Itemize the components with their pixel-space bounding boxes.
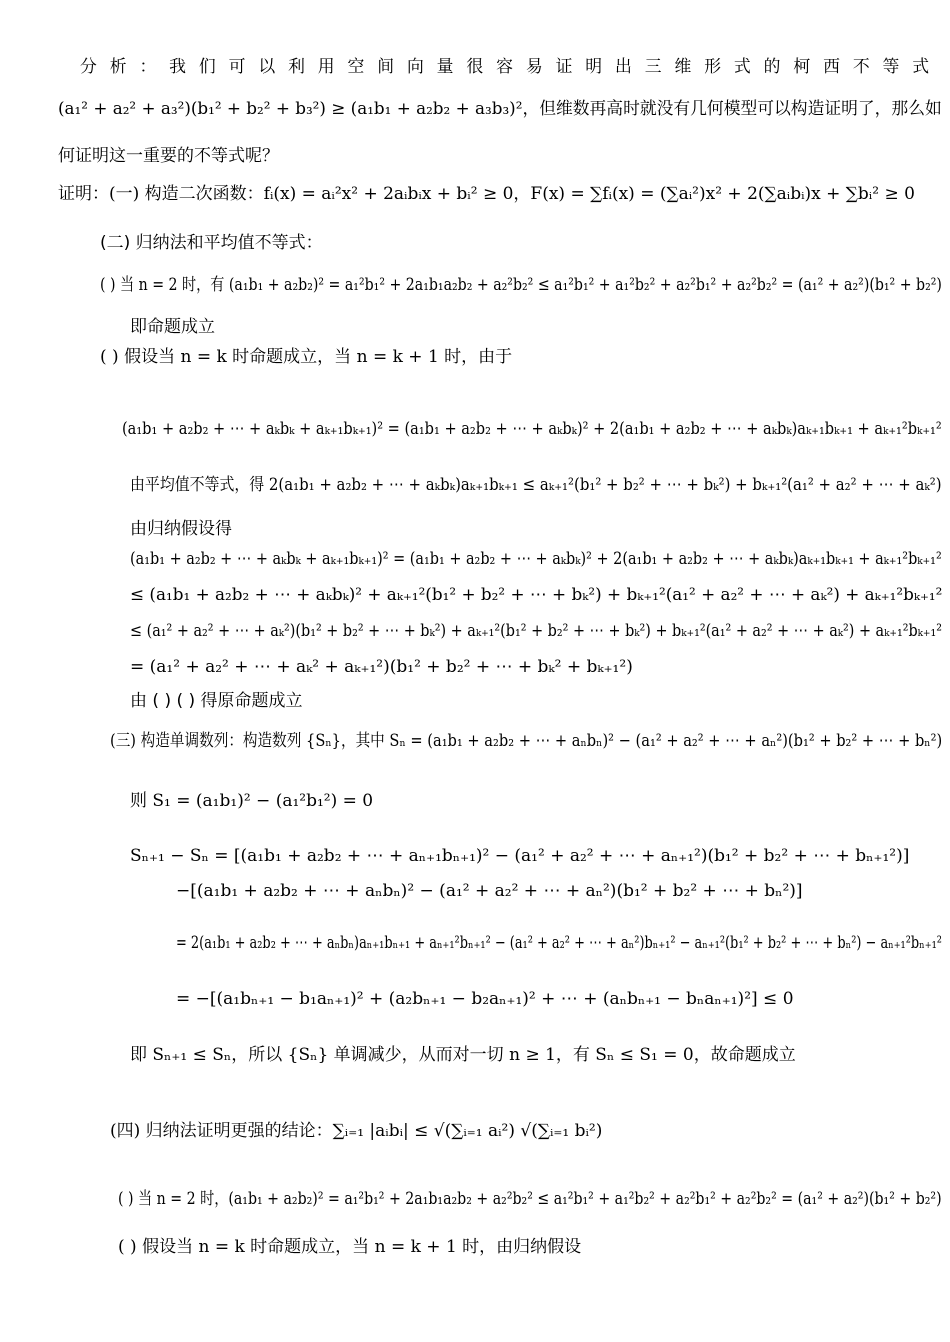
intro-line-3: 何证明这一重要的不等式呢？ xyxy=(58,146,279,166)
intro-line-2: (a₁² + a₂² + a₃²)(b₁² + b₂² + b₃²) ≥ (a₁b₁ + a₂b₂ + a₃b₃)²，但维数再高时就没有几何模型可以构造证明了，那么如 xyxy=(58,99,942,119)
part2-case-1-end: 即命题成立 xyxy=(130,317,215,337)
part2-expansion: (a₁b₁ + a₂b₂ + ⋯ + aₖbₖ + aₖ₊₁bₖ₊₁)² = (a₁b₁ + a₂b₂ + ⋯ + aₖbₖ)² + 2(a₁b₁ + a₂b₂ + ⋯ + aₖbₖ)aₖ₊₁bₖ₊₁ + aₖ₊₁²bₖ₊₁² xyxy=(122,419,942,439)
part3-diff-line-4: = −[(a₁bₙ₊₁ − b₁aₙ₊₁)² + (a₂bₙ₊₁ − b₂aₙ₊₁)² + ⋯ + (aₙbₙ₊₁ − bₙaₙ₊₁)²] ≤ 0 xyxy=(176,989,794,1009)
part3-diff-line-1: Sₙ₊₁ − Sₙ = [(a₁b₁ + a₂b₂ + ⋯ + aₙ₊₁bₙ₊₁)² − (a₁² + a₂² + ⋯ + aₙ₊₁²)(b₁² + b₂² + ⋯ + bₙ₊₁²)] xyxy=(130,846,910,866)
part2-chain-line-4: = (a₁² + a₂² + ⋯ + aₖ² + aₖ₊₁²)(b₁² + b₂² + ⋯ + bₖ² + bₖ₊₁²) xyxy=(130,657,633,677)
part2-chain-line-2: ≤ (a₁b₁ + a₂b₂ + ⋯ + aₖbₖ)² + aₖ₊₁²(b₁² + b₂² + ⋯ + bₖ²) + bₖ₊₁²(a₁² + a₂² + ⋯ + aₖ²) + aₖ₊₁²bₖ₊₁² xyxy=(130,585,943,605)
part3-diff-line-2: −[(a₁b₁ + a₂b₂ + ⋯ + aₙbₙ)² − (a₁² + a₂² + ⋯ + aₙ²)(b₁² + b₂² + ⋯ + bₙ²)] xyxy=(176,881,803,901)
part3-diff-line-3: = 2(a₁b₁ + a₂b₂ + ⋯ + aₙbₙ)aₙ₊₁bₙ₊₁ + aₙ₊₁²bₙ₊₁² − (a₁² + a₂² + ⋯ + aₙ²)bₙ₊₁² − aₙ₊₁²(b₁² + b₂² + ⋯ + bₙ²) − aₙ₊₁²bₙ₊₁² xyxy=(176,933,942,953)
part4-case-2: ( ) 假设当 n = k 时命题成立，当 n = k + 1 时，由归纳假设 xyxy=(118,1237,582,1257)
part4-heading: (四) 归纳法证明更强的结论：∑ᵢ₌₁ |aᵢbᵢ| ≤ √(∑ᵢ₌₁ aᵢ²) √(∑ᵢ₌₁ bᵢ²) xyxy=(110,1121,603,1141)
part2-chain-line-1: (a₁b₁ + a₂b₂ + ⋯ + aₖbₖ + aₖ₊₁bₖ₊₁)² = (a₁b₁ + a₂b₂ + ⋯ + aₖbₖ)² + 2(a₁b₁ + a₂b₂ + ⋯ + aₖbₖ)aₖ₊₁bₖ₊₁ + aₖ₊₁²bₖ₊₁² xyxy=(130,549,942,569)
part2-hypothesis: 由归纳假设得 xyxy=(130,519,232,539)
part2-case-1: ( ) 当 n = 2 时，有 (a₁b₁ + a₂b₂)² = a₁²b₁² + 2a₁b₁a₂b₂ + a₂²b₂² ≤ a₁²b₁² + a₁²b₂² + a₂²b₁² + a₂²b₂² = (a₁² + a₂²)(b₁² + b₂²) xyxy=(100,275,942,295)
part3-conclusion: 即 Sₙ₊₁ ≤ Sₙ，所以 {Sₙ} 单调减少，从而对一切 n ≥ 1，有 Sₙ ≤ S₁ = 0，故命题成立 xyxy=(130,1045,796,1065)
part1-heading: 证明：(一) 构造二次函数：fᵢ(x) = aᵢ²x² + 2aᵢbᵢx + bᵢ² ≥ 0，F(x) = ∑fᵢ(x) = (∑aᵢ²)x² + 2(∑aᵢbᵢ)x + ∑bᵢ² ≥ 0 xyxy=(58,184,915,204)
part2-conclusion: 由 ( ) ( ) 得原命题成立 xyxy=(130,691,303,711)
part4-case-1: ( ) 当 n = 2 时，(a₁b₁ + a₂b₂)² = a₁²b₁² + 2a₁b₁a₂b₂ + a₂²b₂² ≤ a₁²b₁² + a₁²b₂² + a₂²b₁² + a₂²b₂² = (a₁² + a₂²)(b₁² + b₂²) xyxy=(118,1189,942,1209)
part2-chain-line-3: ≤ (a₁² + a₂² + ⋯ + aₖ²)(b₁² + b₂² + ⋯ + bₖ²) + aₖ₊₁²(b₁² + b₂² + ⋯ + bₖ²) + bₖ₊₁²(a₁² + a₂² + ⋯ + aₖ²) + aₖ₊₁²bₖ₊₁² xyxy=(130,621,943,641)
part2-case-2: ( ) 假设当 n = k 时命题成立，当 n = k + 1 时，由于 xyxy=(100,347,513,367)
part2-heading: (二) 归纳法和平均值不等式： xyxy=(100,233,323,253)
part2-mean-inequality: 由平均值不等式，得 2(a₁b₁ + a₂b₂ + ⋯ + aₖbₖ)aₖ₊₁bₖ₊₁ ≤ aₖ₊₁²(b₁² + b₂² + ⋯ + bₖ²) + bₖ₊₁²(a₁² + a₂² + ⋯ + aₖ²) xyxy=(130,475,942,495)
part3-s1: 则 S₁ = (a₁b₁)² − (a₁²b₁²) = 0 xyxy=(130,791,374,811)
intro-line-1: 分析：我们可以利用空间向量很容易证明出三维形式的柯西不等式 xyxy=(80,57,942,77)
part3-heading: (三) 构造单调数列：构造数列 {Sₙ}，其中 Sₙ = (a₁b₁ + a₂b₂ + ⋯ + aₙbₙ)² − (a₁² + a₂² + ⋯ + aₙ²)(b₁² + b₂² + ⋯ + bₙ²) xyxy=(110,731,943,751)
